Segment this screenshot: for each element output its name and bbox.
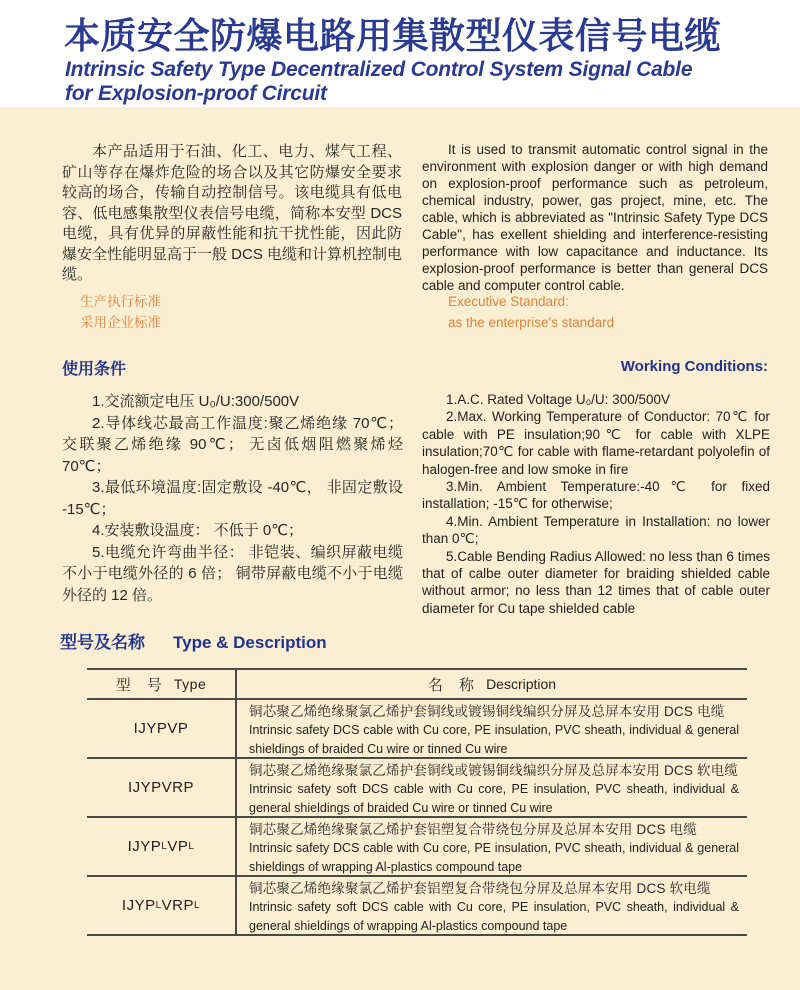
condition-item-zh-3: 3.最低环境温度:固定敷设 -40℃， 非固定敷设 -15℃； [62,479,403,518]
description-cell [237,877,747,934]
table-header-type-cell [87,670,237,698]
page-title-chinese: 本质安全防爆电路用集散型仪表信号电缆 [64,15,722,56]
page-title-english [65,58,692,105]
condition-item-en-1: 1.A.C. Rated Voltage U₀/U: 300/500V [446,392,670,407]
type-section-heading [60,628,327,653]
description-chinese: 铜芯聚乙烯绝缘聚氯乙烯护套铝塑复合带绕包分屏及总屏本安用 DCS 电缆 [249,822,698,837]
type-code-part: IJYP [127,838,162,855]
page-title-english-line2: for Explosion-proof Circuit [65,81,327,105]
type-code-part: VRP [161,897,195,914]
description-english: Intrinsic safety DCS cable with Cu core, PE insulation, PVC sheath, individual & general shieldings of braided Cu wire or tinned Cu wire [249,723,739,756]
type-code-subscript: L [161,840,168,852]
type-code-part: VP [167,838,189,855]
intro-paragraph-chinese: 本产品适用于石油、化工、电力、煤气工程、矿山等存在爆炸危险的场合以及其它防爆安全要求较高的场合，传输自动控制信号。该电缆具有低电容、低电感集散型仪表信号电缆，简称本安型 DCS 电缆，具有优异的屏蔽性能和抗干扰性能，因此防爆安全性能明显高于一般 DCS 电缆和计算机控制电缆。 [62,143,403,283]
standards-label-chinese [80,291,161,333]
table-header-description-cell [237,670,747,698]
conditions-list-chinese [62,391,403,606]
conditions-heading-english: Working Conditions: [620,358,768,375]
description-cell [237,818,747,875]
description-cell [237,700,747,757]
table-row [87,877,747,936]
table-row [87,759,747,818]
condition-item-zh-5: 5.电缆允许弯曲半径： 非铠装、编织屏蔽电缆不小于电缆外径的 6 倍； 铜带屏蔽电缆不小于电缆外径的 12 倍。 [62,543,403,604]
standards-label-chinese-line2: 采用企业标准 [80,315,161,330]
title-band [0,0,800,107]
type-section-heading-english: Type & Description [173,633,327,652]
type-code-subscript: L [155,899,162,911]
type-description-table [87,668,747,936]
condition-item-zh-1: 1.交流额定电压 U₀/U:300/500V [92,393,300,410]
standards-label-english [448,291,614,333]
conditions-heading-chinese: 使用条件 [62,361,127,378]
condition-item-en-5: 5.Cable Bending Radius Allowed: no less than 6 times that of calbe outer diameter for braiding shielded cable without armor; no less than 12 times that of cable outer diameter for Cu tape shielded cable [422,548,770,616]
standards-label-english-line2: as the enterprise's standard [448,315,615,330]
type-code-part: IJYPVP [133,720,189,737]
condition-item-zh-2: 2.导体线芯最高工作温度:聚乙烯绝缘 70℃； 交联聚乙烯绝缘 90℃； 无卤低烟阻燃聚烯烃 70℃； [62,414,403,475]
table-header-row [87,670,747,700]
type-code-cell [87,818,237,875]
type-code-cell [87,877,237,934]
condition-item-en-4: 4.Min. Ambient Temperature in Installation: no lower than 0℃; [422,513,770,547]
type-code-subscript: L [194,899,201,911]
type-code-part: IJYP [121,897,156,914]
condition-item-en-2: 2.Max. Working Temperature of Conductor: 70℃ for cable with PE insulation;90℃ for cable with XLPE insulation;70℃ for cable with flame-retardant polyolefin of halogen-free and low smoke in fire [422,409,770,477]
table-header-type-chinese: 型 号 [115,676,168,694]
condition-item-zh-4: 4.安装敷设温度： 不低于 0℃； [92,522,304,539]
description-chinese: 铜芯聚乙烯绝缘聚氯乙烯护套铜线或镀锡铜线编织分屏及总屏本安用 DCS 软电缆 [249,763,739,778]
description-chinese: 铜芯聚乙烯绝缘聚氯乙烯护套铝塑复合带绕包分屏及总屏本安用 DCS 软电缆 [249,881,711,896]
type-code-cell [87,759,237,816]
description-english: Intrinsic safety soft DCS cable with Cu core, PE insulation, PVC sheath, individual & general shieldings of braided Cu wire or tinned Cu wire [249,782,739,815]
table-row [87,700,747,759]
conditions-list-english [422,391,770,617]
type-code-cell [87,700,237,757]
table-header-description-chinese: 名 称 [427,676,481,694]
page-title-english-line1: Intrinsic Safety Type Decentralized Control System Signal Cable [65,58,693,81]
description-english: Intrinsic safety DCS cable with Cu core, PE insulation, PVC sheath, individual & general shieldings of wrapping Al-plastics compound tape [249,841,739,874]
table-row [87,818,747,877]
intro-paragraph-english: It is used to transmit automatic control signal in the environment with explosion danger or with high demand on explosion-proof performance such as petroleum, chemical industry, power, gas project, mine, etc. The cable, which is abbreviated as "Intrinsic Safety Type DCS Cable", has exellent shielding and interference-resisting performance with low capacitance and inductance. Its explosion-proof performance is better than general DCS cable and computer control cable. [422,141,768,293]
condition-item-en-3: 3.Min. Ambient Temperature:-40℃ for fixed installation; -15℃ for otherwise; [422,479,770,512]
table-header-description-english: Description [486,676,557,692]
type-section-heading-chinese: 型号及名称 [60,633,145,652]
standards-label-english-line1: Executive Standard: [448,294,569,309]
type-code-subscript: L [188,840,195,852]
table-header-type-english: Type [173,676,207,692]
type-code-part: IJYPVRP [127,779,195,796]
standards-label-chinese-line1: 生产执行标准 [80,294,161,309]
description-english: Intrinsic safety soft DCS cable with Cu core, PE insulation, PVC sheath, individual & general shieldings of wrapping Al-plastics compound tape [249,900,739,933]
description-cell [237,759,747,816]
description-chinese: 铜芯聚乙烯绝缘聚氯乙烯护套铜线或镀锡铜线编织分屏及总屏本安用 DCS 电缆 [249,704,725,719]
